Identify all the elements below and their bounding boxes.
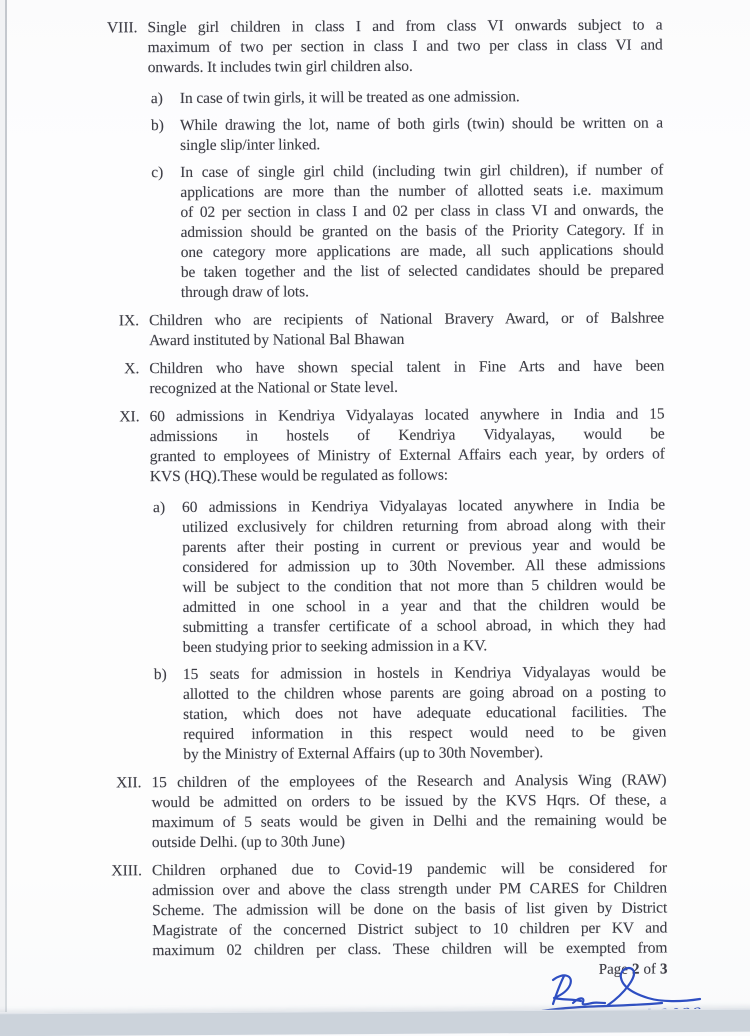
text-line: Children orphaned due to Covid-19 pandemic will be considered for [151, 859, 667, 880]
text-line: through draw of lots. [180, 283, 309, 302]
list-item [94, 356, 664, 399]
text-line: While drawing the lot, name of both girls (twin) should be written on a [179, 114, 664, 135]
text-line: admission over and above the class strength under PM CARES for Children [151, 879, 668, 900]
text-line: Magistrate of the concerned District subject to 10 children per KV and [152, 919, 668, 940]
item-label: XI. [119, 408, 140, 426]
list-item [95, 404, 667, 765]
text-line: been studying prior to seeking admission in a KV. [182, 637, 488, 657]
text-line: required information in this respect would need to be given [183, 723, 667, 744]
text-line: considered for admission up to 30th November. All these admissions [182, 556, 666, 577]
page-left-edge [5, 0, 7, 1012]
item-label: XII. [116, 774, 142, 792]
subitem-label: a) [150, 90, 163, 108]
text-line: will be subject to the condition that not more than 5 children would be [182, 576, 666, 597]
text-line: of 02 per section in class I and 02 per class in class VI and onwards, the [180, 201, 664, 222]
text-line: recognized at the National or State level. [149, 378, 398, 398]
text-line: utilized exclusively for children returning from abroad along with their [182, 516, 666, 537]
text-line: single slip/inter linked. [180, 136, 321, 155]
text-line: outside Delhi. (up to 30th June) [151, 833, 345, 852]
text-line: maximum of two per section in class I and two per class in class VI and [147, 36, 663, 57]
list-item [92, 15, 663, 303]
subitem-label: c) [151, 164, 164, 182]
sub-list [150, 495, 666, 765]
sub-list [148, 86, 664, 303]
text-line: 60 admissions in Kendriya Vidyalayas located anywhere in India be [181, 496, 666, 517]
text-line: by the Ministry of External Affairs (up to 30th November). [183, 744, 544, 764]
text-line: one category more applications are made, all such applications should [180, 241, 664, 262]
sub-list-item [150, 495, 666, 658]
text-line: onwards. It includes twin girl children also. [147, 57, 413, 77]
text-line: parents after their posting in current or previous year and would be [182, 536, 666, 557]
subitem-label: b) [153, 666, 167, 684]
page-number: 2 [631, 961, 640, 978]
text-line: Scheme. The admission will be done on the basis of list given by District [152, 899, 668, 920]
text-line: Award instituted by National Bal Bhawan [149, 330, 405, 350]
item-text [150, 404, 667, 765]
text-line: KVS (HQ).These would be regulated as follows: [149, 466, 449, 486]
item-label: X. [124, 360, 140, 378]
item-text [152, 858, 668, 961]
subitem-text [180, 113, 663, 156]
of-word: of [643, 961, 657, 978]
text-line: admission should be granted on the basis of the Priority Category. If in [180, 221, 664, 242]
text-line: admissions in hostels of Kendriya Vidyalayas, would be [149, 425, 665, 446]
subitem-label: a) [152, 499, 166, 517]
subitem-text [180, 86, 663, 109]
sub-list-item [151, 662, 667, 765]
text-line: allotted to the children whose parents are going abroad on a posting to [182, 683, 667, 704]
list-item [97, 858, 668, 961]
page-word: Page [598, 961, 629, 978]
text-line: granted to employees of Ministry of External Affairs each year, by orders of [149, 445, 665, 466]
text-line: maximum 02 children per class. These children will be exempted from [152, 939, 668, 960]
item-text [147, 15, 663, 303]
text-line: would be admitted on orders to be issued by the KVS Hqrs. Of these, a [151, 791, 667, 812]
text-line: submitting a transfer certificate of a school abroad, in which they had [182, 616, 666, 637]
item-label: VIII. [106, 19, 138, 37]
text-line: Single girl children in class I and from class VI onwards subject to a [147, 16, 663, 37]
item-text [151, 770, 666, 853]
subitem-label: b) [150, 117, 165, 135]
text-line: applications are more than the number of allotted seats i.e. maximum [180, 181, 664, 202]
sub-list-item [148, 113, 663, 156]
text-line: 15 seats for admission in hostels in Kendriya Vidyalayas would be [182, 663, 666, 684]
text-line: In case of single girl child (including twin girl children), if number of [180, 161, 664, 182]
list-item [94, 308, 664, 351]
text-line: admitted in one school in a year and that the children would be [182, 596, 666, 617]
text-line: be taken together and the list of selected candidates should be prepared [180, 261, 664, 282]
scan-bottom-edge [0, 1009, 750, 1036]
list-item [96, 770, 666, 853]
subitem-text [183, 662, 667, 765]
sub-list-item [148, 160, 664, 303]
text-line: Children who are recipients of National Bravery Award, or of Balshree [149, 309, 665, 330]
item-text [149, 356, 664, 399]
subitem-text [182, 495, 666, 658]
item-label: XIII. [111, 862, 142, 880]
text-line: station, which does not have adequate educational facilities. The [183, 703, 667, 724]
text-line: 60 admissions in Kendriya Vidyalayas located anywhere in India and 15 [149, 405, 665, 426]
item-label: IX. [118, 312, 140, 330]
sub-list-item [148, 86, 663, 109]
item-text [149, 308, 664, 351]
text-line: 15 children of the employees of the Research and Analysis Wing (RAW) [151, 771, 667, 792]
page-total: 3 [659, 961, 668, 978]
text-line: maximum of 5 seats would be given in Delhi and the remaining would be [151, 811, 667, 832]
text-line: In case of twin girls, it will be treated as one admission. [179, 88, 520, 108]
subitem-text [180, 160, 664, 303]
text-line: Children who have shown special talent in Fine Arts and have been [149, 357, 665, 378]
